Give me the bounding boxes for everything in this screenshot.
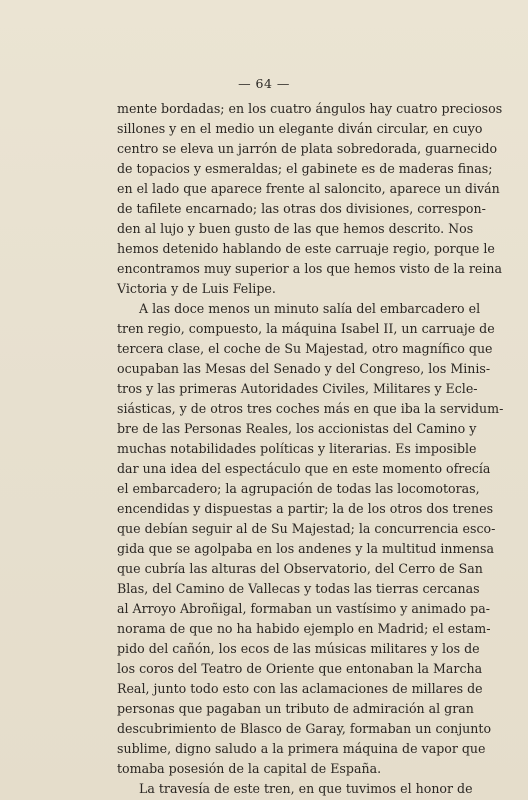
text-line: Blas, del Camino de Vallecas y todas las tierras cercanas	[117, 581, 480, 596]
text-line: tren regio, compuesto, la máquina Isabel II, un carruaje de	[117, 321, 495, 336]
text-line: sillones y en el medio un elegante diván circular, en cuyo	[117, 121, 483, 136]
paragraph	[117, 99, 503, 299]
text-line: Real, junto todo esto con las aclamaciones de millares de	[117, 681, 483, 696]
text-line: encendidas y dispuestas a partir; la de los otros dos trenes	[117, 501, 494, 516]
paragraph	[117, 299, 504, 779]
text-line: pido del cañón, los ecos de las músicas militares y los de	[117, 641, 480, 656]
text-line: mente bordadas; en los cuatro ángulos hay cuatro preciosos	[117, 101, 503, 116]
text-line: descubrimiento de Blasco de Garay, formaban un conjunto	[117, 721, 492, 736]
text-line: siásticas, y de otros tres coches más en que iba la servidum-	[117, 401, 504, 416]
text-line: sublime, digno saludo a la primera máquina de vapor que	[117, 741, 486, 756]
text-line: Victoria y de Luis Felipe.	[117, 281, 276, 296]
text-line: tercera clase, el coche de Su Majestad, otro magnífico que	[117, 341, 493, 356]
text-line: tomaba posesión de la capital de España.	[117, 761, 382, 776]
text-line: tros y las primeras Autoridades Civiles, Militares y Ecle-	[117, 381, 478, 396]
text-line: dar una idea del espectáculo que en este momento ofrecía	[117, 461, 491, 476]
text-line: den al lujo y buen gusto de las que hemos descrito. Nos	[117, 221, 474, 236]
body-text	[117, 99, 504, 799]
text-line: que debían seguir al de Su Majestad; la concurrencia esco-	[117, 521, 496, 536]
text-line: centro se eleva un jarrón de plata sobredorada, guarnecido	[117, 141, 498, 156]
text-line: muchas notabilidades políticas y literarias. Es imposible	[117, 441, 477, 456]
text-line: personas que pagaban un tributo de admiración al gran	[117, 701, 474, 716]
page-number: — 64 —	[238, 76, 290, 91]
text-line: los coros del Teatro de Oriente que entonaban la Marcha	[117, 661, 483, 676]
text-line: A las doce menos un minuto salía del embarcadero el	[139, 301, 481, 316]
text-line: bre de las Personas Reales, los accionistas del Camino y	[117, 421, 477, 436]
text-line: en el lado que aparece frente al saloncito, aparece un diván	[117, 181, 500, 196]
text-line: La travesía de este tren, en que tuvimos el honor de	[139, 781, 473, 796]
text-line: gida que se agolpaba en los andenes y la multitud inmensa	[117, 541, 495, 556]
text-line: al Arroyo Abroñigal, formaban un vastísimo y animado pa-	[117, 601, 490, 616]
text-line: de tafilete encarnado; las otras dos divisiones, correspon-	[117, 201, 486, 216]
text-line: norama de que no ha habido ejemplo en Madrid; el estam-	[117, 621, 491, 636]
paragraph	[117, 779, 473, 799]
text-line: de topacios y esmeraldas; el gabinete es de maderas finas;	[117, 161, 493, 176]
text-line: ocupaban las Mesas del Senado y del Congreso, los Minis-	[117, 361, 491, 376]
text-line: el embarcadero; la agrupación de todas las locomotoras,	[117, 481, 480, 496]
text-line: encontramos muy superior a los que hemos visto de la reina	[117, 261, 503, 276]
text-line: que cubría las alturas del Observatorio, del Cerro de San	[117, 561, 483, 576]
text-line: hemos detenido hablando de este carruaje regio, porque le	[117, 241, 495, 256]
